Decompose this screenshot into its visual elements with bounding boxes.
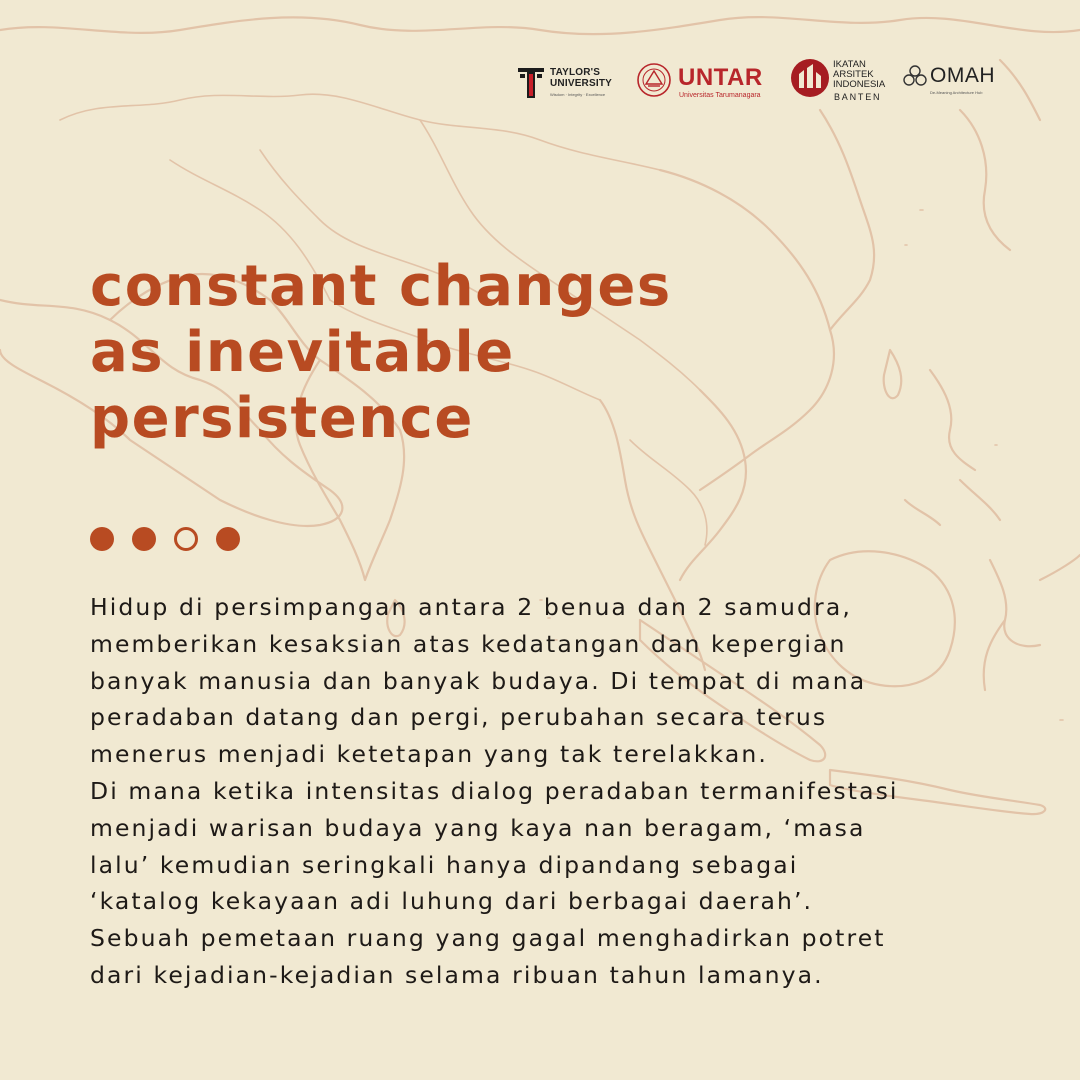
- body-line: dari kejadian-kejadian selama ribuan tahun lamanya.: [90, 960, 824, 989]
- untar-name: UNTAR: [678, 64, 763, 91]
- iai-line1: IKATAN: [833, 59, 866, 70]
- omah-name: OMAH: [930, 64, 995, 87]
- pagination-dot-3: [174, 527, 198, 551]
- iai-emblem-icon: [790, 58, 830, 98]
- headline-line: persistence: [90, 386, 474, 451]
- omah-subtitle: De-Meaning Architecture Hub: [930, 90, 983, 95]
- headline-line: as inevitable: [90, 320, 515, 385]
- partner-logos: [516, 58, 1016, 108]
- iai-line4: BANTEN: [834, 92, 882, 102]
- headline-line: constant changes: [90, 254, 672, 319]
- taylors-line2: UNIVERSITY: [550, 78, 613, 89]
- body-paragraph: [90, 589, 1050, 994]
- body-line: menerus menjadi ketetapan yang tak terelakkan.: [90, 740, 768, 769]
- taylors-university-logo: [516, 66, 626, 106]
- untar-logo: [636, 62, 776, 102]
- untar-subtitle: Universitas Tarumanagara: [679, 92, 761, 99]
- pagination-dot-2: [132, 527, 156, 551]
- iai-banten-logo: [790, 58, 900, 108]
- body-line: memberikan kesaksian atas kedatangan dan kepergian: [90, 629, 847, 658]
- pagination-dot-1: [90, 527, 114, 551]
- pagination-dots: [90, 527, 250, 553]
- headline: [90, 254, 890, 452]
- body-line: Di mana ketika intensitas dialog peradaban termanifestasi: [90, 776, 899, 805]
- map-philippines: [905, 370, 1000, 525]
- taylors-line1: TAYLOR'S: [550, 67, 601, 78]
- pagination-dot-4: [216, 527, 240, 551]
- iai-line2: ARSITEK: [833, 69, 874, 80]
- omah-logo: [902, 64, 1012, 104]
- omah-trefoil-icon: [902, 64, 928, 88]
- taylors-tagline: Wisdom · Integrity · Excellence: [550, 92, 606, 97]
- iai-line3: INDONESIA: [833, 79, 886, 90]
- untar-emblem-icon: [636, 62, 672, 98]
- body-line: Sebuah pemetaan ruang yang gagal menghadirkan potret: [90, 924, 886, 953]
- body-line: banyak manusia dan banyak budaya. Di tempat di mana: [90, 666, 867, 695]
- body-line: ‘katalog kekayaan adi luhung dari berbagai daerah’.: [90, 887, 814, 916]
- map-russia: [0, 17, 1080, 34]
- body-line: peradaban datang dan pergi, perubahan secara terus: [90, 703, 828, 732]
- body-line: lalu’ kemudian seringkali hanya dipandang sebagai: [90, 850, 799, 879]
- taylors-crest-icon: [516, 66, 546, 100]
- map-thai: [630, 440, 707, 545]
- body-line: menjadi warisan budaya yang kaya nan beragam, ‘masa: [90, 813, 866, 842]
- body-line: Hidup di persimpangan antara 2 benua dan 2 samudra,: [90, 593, 852, 621]
